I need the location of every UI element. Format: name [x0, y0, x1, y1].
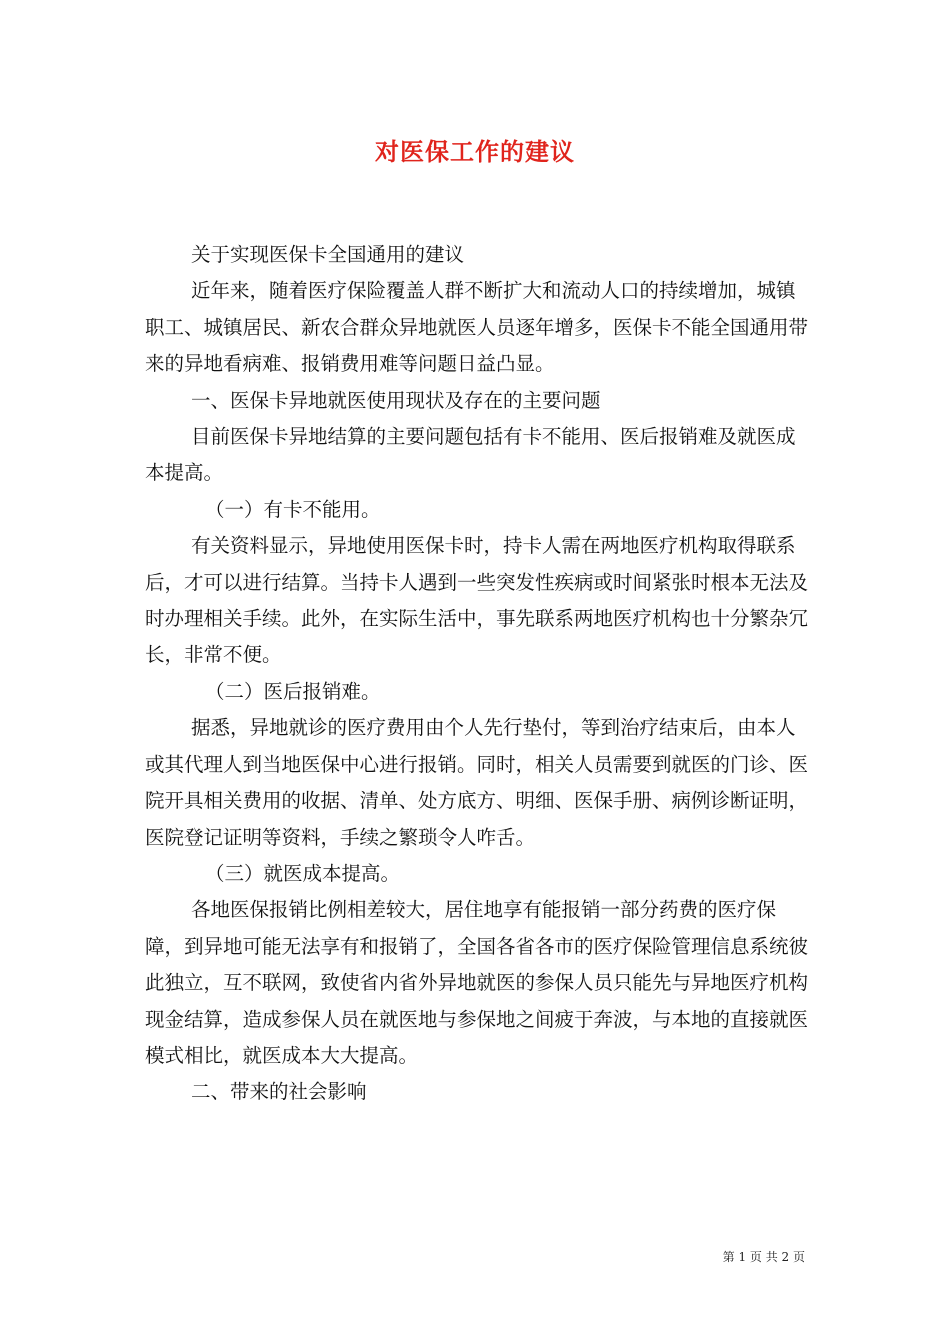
document-body [145, 237, 810, 1111]
paragraph: 据悉，异地就诊的医疗费用由个人先行垫付，等到治疗结束后，由本人或其代理人到当地医保中心进行报销。同时，相关人员需要到就医的门诊、医院开具相关费用的收据、清单、处方底方、明细、医保手册、病例诊断证明，医院登记证明等资料，手续之繁琐令人咋舌。 [145, 716, 809, 849]
subsection-heading: （一）有卡不能用。 [205, 497, 381, 521]
subsection-heading: （二）医后报销难。 [205, 679, 381, 703]
paragraph: 目前医保卡异地结算的主要问题包括有卡不能用、医后报销难及就医成本提高。 [145, 425, 796, 485]
paragraph-intro-heading: 关于实现医保卡全国通用的建议 [191, 243, 465, 266]
subsection-heading: （三）就医成本提高。 [205, 861, 401, 885]
page-number: 第 1 页 共 2 页 [722, 1250, 805, 1264]
section-heading: 一、医保卡异地就医使用现状及存在的主要问题 [191, 388, 601, 412]
paragraph: 各地医保报销比例相差较大，居住地享有能报销一部分药费的医疗保障，到异地可能无法享有和报销了，全国各省各市的医疗保险管理信息系统彼此独立，互不联网，致使省内省外异地就医的参保人员只能先与异地医疗机构现金结算，造成参保人员在就医地与参保地之间疲于奔波，与本地的直接就医模式相比，就医成本大大提高。 [145, 898, 809, 1067]
section-heading: 二、带来的社会影响 [191, 1080, 367, 1104]
paragraph: 近年来，随着医疗保险覆盖人群不断扩大和流动人口的持续增加，城镇职工、城镇居民、新农合群众异地就医人员逐年增多，医保卡不能全国通用带来的异地看病难、报销费用难等问题日益凸显。 [145, 279, 809, 376]
document-title: 对医保工作的建议 [375, 137, 575, 166]
paragraph: 有关资料显示，异地使用医保卡时，持卡人需在两地医疗机构取得联系后，才可以进行结算。当持卡人遇到一些突发性疾病或时间紧张时根本无法及时办理相关手续。此外，在实际生活中，事先联系两地医疗机构也十分繁杂冗长，非常不便。 [145, 534, 809, 667]
